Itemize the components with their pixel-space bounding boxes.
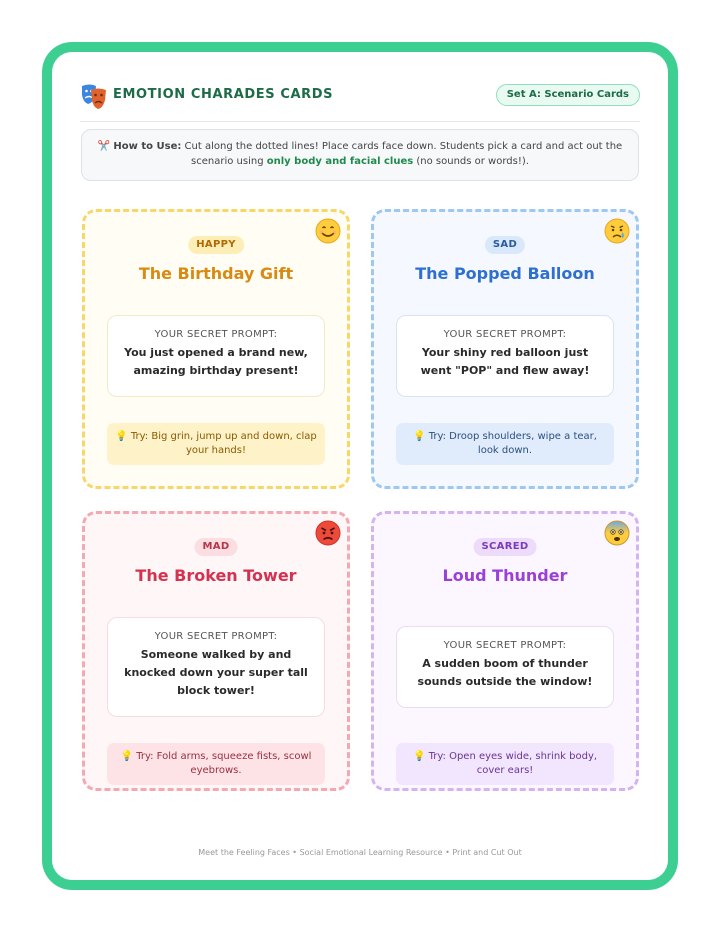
- scissors-icon: ✂️: [97, 141, 111, 152]
- card-scared: [371, 511, 639, 791]
- secret-prompt-box: [396, 626, 614, 708]
- prompt-label: YOUR SECRET PROMPT:: [154, 329, 278, 340]
- prompt-text: A sudden boom of thunder sounds outside the window!: [417, 657, 593, 688]
- prompt-text: Someone walked by and knocked down your super tall block tower!: [124, 648, 308, 697]
- acting-tip: 💡 Try: Open eyes wide, shrink body, cover ears!: [396, 743, 614, 785]
- emotion-tag: HAPPY: [188, 236, 244, 254]
- fearful-face-icon: [604, 520, 630, 546]
- page-frame: [42, 42, 678, 890]
- acting-tip: 💡 Try: Droop shoulders, wipe a tear, look down.: [396, 423, 614, 465]
- prompt-label: YOUR SECRET PROMPT:: [154, 631, 278, 642]
- emotion-tag: SAD: [485, 236, 525, 254]
- card-mad: [82, 511, 350, 791]
- card-title: The Popped Balloon: [415, 264, 595, 283]
- emotion-tag: SCARED: [474, 538, 537, 556]
- acting-tip: 💡 Try: Big grin, jump up and down, clap your hands!: [107, 423, 325, 465]
- howto-text-1: Cut along the dotted lines! Place cards face down. Students pick a card and act out the scenario using: [181, 141, 623, 167]
- card-title: The Birthday Gift: [138, 264, 294, 283]
- prompt-label: YOUR SECRET PROMPT:: [443, 329, 567, 340]
- set-badge: Set A: Scenario Cards: [496, 84, 640, 106]
- secret-prompt-box: [107, 617, 325, 717]
- howto-highlight: only body and facial clues: [266, 156, 414, 167]
- angry-face-icon: [315, 520, 341, 546]
- prompt-text: You just opened a brand new, amazing birthday present!: [124, 346, 308, 377]
- smiling-face-icon: [315, 218, 341, 244]
- secret-prompt-box: [396, 315, 614, 397]
- prompt-label: YOUR SECRET PROMPT:: [443, 640, 567, 651]
- page-title: EMOTION CHARADES CARDS: [113, 87, 334, 102]
- header: [80, 82, 640, 122]
- worksheet: [52, 52, 668, 880]
- howto-label: How to Use:: [113, 141, 182, 152]
- secret-prompt-box: [107, 315, 325, 397]
- card-title: Loud Thunder: [442, 566, 568, 585]
- how-to-use-box: [81, 129, 639, 181]
- crying-face-icon: [604, 218, 630, 244]
- acting-tip: 💡 Try: Fold arms, squeeze fists, scowl eyebrows.: [107, 743, 325, 785]
- card-happy: [82, 209, 350, 489]
- header-divider: [80, 121, 640, 122]
- howto-text-2: (no sounds or words!).: [413, 156, 529, 167]
- theater-masks-icon: [80, 82, 108, 110]
- prompt-text: Your shiny red balloon just went "POP" and flew away!: [420, 346, 590, 377]
- card-sad: [371, 209, 639, 489]
- emotion-tag: MAD: [195, 538, 238, 556]
- card-title: The Broken Tower: [135, 566, 297, 585]
- footer-note: Meet the Feeling Faces • Social Emotional Learning Resource • Print and Cut Out: [198, 848, 522, 857]
